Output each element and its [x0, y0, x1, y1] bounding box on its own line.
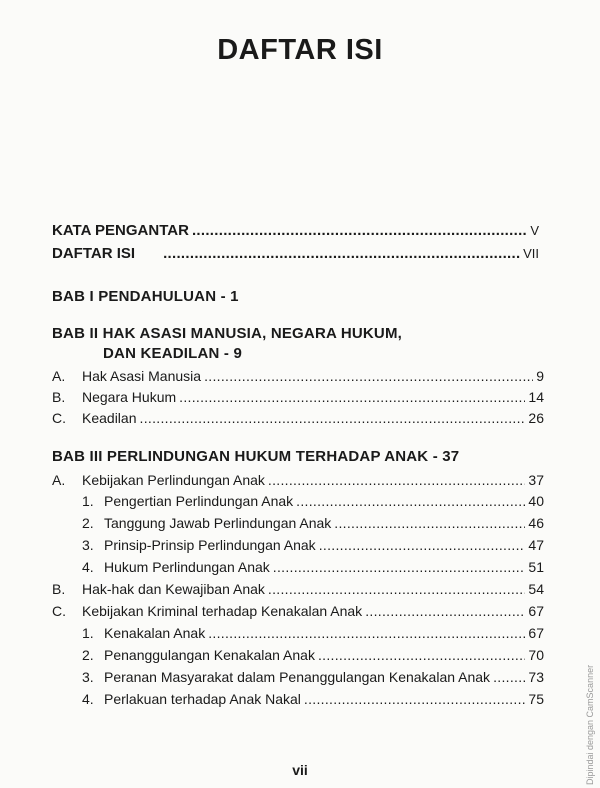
toc-subentry[interactable] — [82, 537, 544, 553]
toc-subentry[interactable] — [82, 625, 544, 641]
toc-number: 4. — [82, 691, 94, 707]
toc-label: Prinsip-Prinsip Perlindungan Anak — [104, 537, 316, 553]
toc-page: 67 — [528, 625, 544, 641]
toc-page: 75 — [528, 691, 544, 707]
toc-number: 1. — [82, 625, 94, 641]
toc-page: 26 — [528, 410, 544, 426]
toc-entry[interactable] — [52, 603, 544, 619]
page-number: vii — [292, 762, 308, 778]
toc-entry[interactable] — [52, 410, 544, 426]
toc-label: Tanggung Jawab Perlindungan Anak — [104, 515, 332, 531]
toc-label: KATA PENGANTAR — [52, 222, 189, 239]
toc-page: 70 — [528, 647, 544, 663]
toc-label: Penanggulangan Kenakalan Anak — [104, 647, 315, 663]
toc-page: V — [530, 223, 539, 238]
toc-number: 3. — [82, 669, 94, 685]
toc-label: Hak Asasi Manusia — [82, 368, 202, 384]
toc-page: VII — [523, 246, 539, 261]
toc-letter: B. — [52, 581, 66, 597]
toc-label: DAFTAR ISI — [52, 245, 136, 262]
dot-leader — [304, 691, 526, 707]
chapter-heading-bab-2-cont: DAN KEADILAN - 9 — [103, 345, 243, 362]
toc-number: 2. — [82, 515, 94, 531]
toc-entry[interactable] — [52, 581, 544, 597]
toc-entry[interactable] — [52, 472, 544, 488]
toc-label: Kenakalan Anak — [104, 625, 206, 641]
dot-leader — [334, 515, 525, 531]
dot-leader — [365, 603, 525, 619]
toc-page: 51 — [528, 559, 544, 575]
toc-label: Keadilan — [82, 410, 137, 426]
toc-label: Negara Hukum — [82, 389, 177, 405]
toc-subentry[interactable] — [82, 691, 544, 707]
toc-label: Peranan Masyarakat dalam Penanggulangan Kenakalan Anak — [104, 669, 491, 685]
toc-page: 67 — [528, 603, 544, 619]
toc-label: Hak-hak dan Kewajiban Anak — [82, 581, 265, 597]
toc-letter: A. — [52, 472, 66, 488]
dot-leader — [268, 472, 526, 488]
page-title: DAFTAR ISI — [217, 34, 383, 66]
scanner-watermark: Dipindai dengan CamScanner — [585, 664, 595, 785]
dot-leader — [296, 493, 525, 509]
dot-leader — [319, 537, 526, 553]
dot-leader — [163, 245, 520, 262]
toc-subentry[interactable] — [82, 515, 544, 531]
toc-entry[interactable] — [52, 368, 544, 384]
toc-letter: A. — [52, 368, 66, 384]
chapter-heading-bab-3[interactable]: BAB III PERLINDUNGAN HUKUM TERHADAP ANAK - 37 — [52, 448, 460, 465]
toc-label: Kebijakan Kriminal terhadap Kenakalan Anak — [82, 603, 363, 619]
toc-label: Pengertian Perlindungan Anak — [104, 493, 294, 509]
toc-entry-daftar-isi[interactable] — [52, 245, 539, 262]
toc-label: Hukum Perlindungan Anak — [104, 559, 270, 575]
dot-leader — [208, 625, 525, 641]
toc-number: 2. — [82, 647, 94, 663]
toc-entry[interactable] — [52, 389, 544, 405]
toc-subentry[interactable] — [82, 493, 544, 509]
toc-page: 54 — [528, 581, 544, 597]
dot-leader — [318, 647, 525, 663]
toc-page: 14 — [528, 389, 544, 405]
toc-page: 46 — [528, 515, 544, 531]
toc-number: 3. — [82, 537, 94, 553]
dot-leader — [204, 368, 533, 384]
toc-letter: C. — [52, 410, 66, 426]
toc-letter: B. — [52, 389, 66, 405]
toc-page: 40 — [528, 493, 544, 509]
toc-entry-kata-pengantar[interactable] — [52, 222, 539, 239]
toc-page: 73 — [528, 669, 544, 685]
dot-leader — [273, 559, 526, 575]
toc-subentry[interactable] — [82, 669, 544, 685]
dot-leader — [192, 222, 527, 239]
toc-page: 9 — [536, 368, 544, 384]
chapter-heading-bab-2[interactable]: BAB II HAK ASASI MANUSIA, NEGARA HUKUM, — [52, 325, 403, 342]
toc-subentry[interactable] — [82, 559, 544, 575]
dot-leader — [140, 410, 526, 426]
toc-label: Kebijakan Perlindungan Anak — [82, 472, 265, 488]
toc-label: Perlakuan terhadap Anak Nakal — [104, 691, 301, 707]
toc-number: 1. — [82, 493, 94, 509]
dot-leader — [179, 389, 525, 405]
dot-leader — [268, 581, 526, 597]
toc-number: 4. — [82, 559, 94, 575]
toc-page: 37 — [528, 472, 544, 488]
dot-leader — [493, 669, 525, 685]
chapter-heading-bab-1[interactable]: BAB I PENDAHULUAN - 1 — [52, 288, 239, 305]
toc-subentry[interactable] — [82, 647, 544, 663]
toc-letter: C. — [52, 603, 66, 619]
toc-page: 47 — [528, 537, 544, 553]
